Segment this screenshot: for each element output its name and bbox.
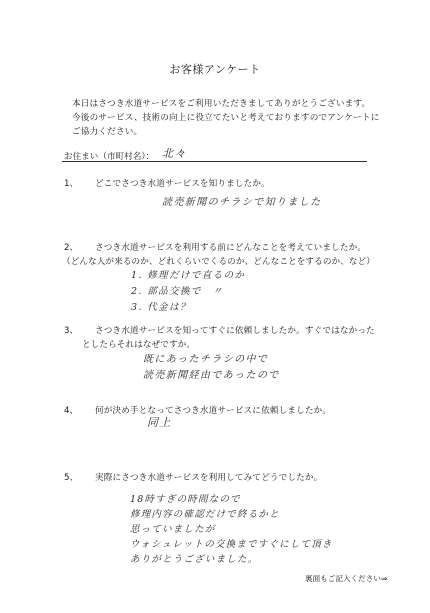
q2-sub: （どんな人が来るのか、どれくらいでくるのか、どんなことをするのか、など） xyxy=(62,257,375,267)
address-label: お住まい（市町村名）： xyxy=(64,152,155,162)
q3-answer-2: 読売新聞経由であったので xyxy=(143,370,280,381)
q1-number: 1、 xyxy=(64,179,79,189)
q1-text: どこでさつき水道サービスを知りましたか。 xyxy=(95,179,270,189)
q2-answer-2: 2. 部品交換で 〃 xyxy=(131,286,224,297)
address-answer: 北々 xyxy=(162,147,187,160)
address-underline xyxy=(62,161,367,162)
q3-sub: としたらそれはなぜですか。 xyxy=(82,340,196,350)
q4-number: 4、 xyxy=(64,406,79,416)
q3-number: 3、 xyxy=(64,326,79,336)
q3-answer-1: 既にあったチラシの中で xyxy=(143,354,269,365)
footer-note: 裏面もご記入ください⇒ xyxy=(305,574,388,583)
q5-number: 5、 xyxy=(64,473,79,483)
q5-answer-4: ウォシュレットの交換まですぐにして頂き xyxy=(130,539,333,550)
q4-answer: 同上 xyxy=(147,416,172,429)
intro-line-3: ご協力ください。 xyxy=(72,127,143,137)
intro-line-1: 本日はさつき水道サービスをご利用いただきましてありがとうございます。 xyxy=(72,99,371,109)
q5-answer-2: 修理内容の確認だけで終るかと xyxy=(130,509,280,520)
page-title: お客様アンケート xyxy=(169,63,261,76)
q4-text: 何が決め手となってさつき水道サービスに依頼しましたか。 xyxy=(95,406,332,416)
q5-answer-5: ありがとうございました。 xyxy=(130,554,259,565)
intro-line-2: 今後のサービス、技術の向上に役立てたいと考えておりますのでアンケートに xyxy=(72,113,380,123)
q3-text: さつき水道サービスを知ってすぐに依頼しましたか。すぐではなかった xyxy=(95,326,375,336)
q2-answer-3: 3. 代金は？ xyxy=(131,302,191,313)
q5-answer-1: 18時すぎの時間なので xyxy=(130,494,241,505)
q2-number: 2、 xyxy=(64,243,79,253)
q2-text: さつき水道サービスを利用する前にどんなことを考えていましたか。 xyxy=(95,243,367,253)
q1-answer: 読売新聞のチラシで知りました xyxy=(162,197,322,208)
q5-answer-3: 思っていましたが xyxy=(130,524,216,535)
q5-text: 実際にさつき水道サービスを利用してみてどうでしたか。 xyxy=(95,473,323,483)
q2-answer-1: 1. 修理だけで直るのか xyxy=(131,270,246,281)
